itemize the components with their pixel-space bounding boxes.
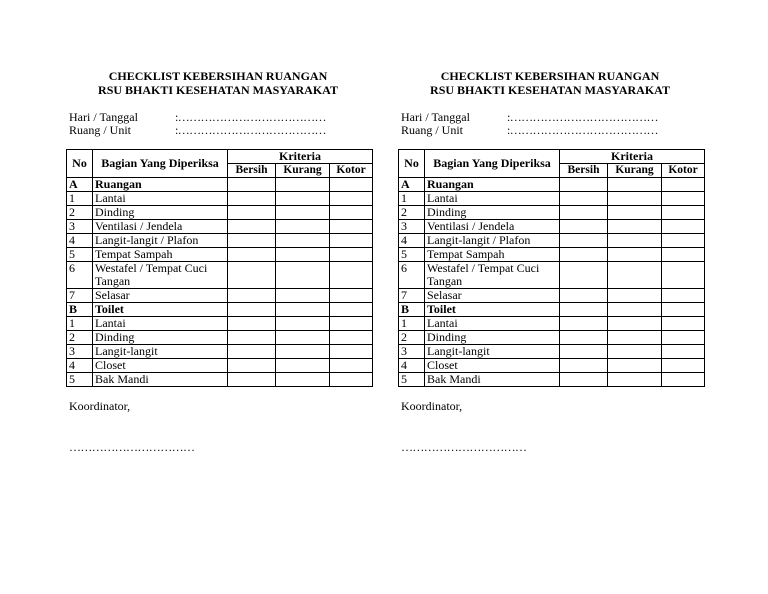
checklist-table (66, 149, 373, 387)
check-cell[interactable] (662, 373, 705, 387)
check-cell[interactable] (662, 303, 705, 317)
check-cell[interactable] (662, 206, 705, 220)
check-cell[interactable] (276, 317, 330, 331)
check-cell[interactable] (662, 331, 705, 345)
row-no: 4 (399, 359, 425, 373)
check-cell[interactable] (228, 373, 276, 387)
check-cell[interactable] (608, 262, 662, 289)
table-row (67, 317, 373, 331)
check-cell[interactable] (330, 289, 373, 303)
section-code: B (399, 303, 425, 317)
table-row (67, 248, 373, 262)
check-cell[interactable] (228, 331, 276, 345)
row-item: Langit-langit (93, 345, 228, 359)
check-cell[interactable] (608, 317, 662, 331)
date-label: Hari / Tanggal (401, 110, 470, 124)
row-no: 1 (67, 192, 93, 206)
row-item-line-2: Tangan (95, 274, 131, 288)
date-blank: :………………………………… (507, 110, 658, 124)
check-cell[interactable] (560, 331, 608, 345)
check-cell[interactable] (662, 220, 705, 234)
row-item: Ventilasi / Jendela (425, 220, 560, 234)
check-cell[interactable] (228, 359, 276, 373)
check-cell[interactable] (330, 178, 373, 192)
header-criteria: Kriteria (560, 150, 705, 164)
header-kurang: Kurang (608, 164, 662, 178)
header-bersih: Bersih (228, 164, 276, 178)
check-cell[interactable] (330, 262, 373, 289)
check-cell[interactable] (560, 373, 608, 387)
check-cell[interactable] (276, 220, 330, 234)
row-item: Tempat Sampah (425, 248, 560, 262)
check-cell[interactable] (276, 373, 330, 387)
header-criteria: Kriteria (228, 150, 373, 164)
form-title (66, 69, 370, 97)
header-kotor: Kotor (662, 164, 705, 178)
section-a-row (67, 178, 373, 192)
table-row (399, 220, 705, 234)
unit-blank: :………………………………… (507, 123, 658, 137)
table-row (399, 192, 705, 206)
check-cell[interactable] (228, 289, 276, 303)
check-cell[interactable] (330, 359, 373, 373)
check-cell[interactable] (228, 206, 276, 220)
row-no: 5 (67, 248, 93, 262)
row-no: 3 (67, 220, 93, 234)
check-cell[interactable] (560, 303, 608, 317)
row-item: Selasar (93, 289, 228, 303)
check-cell[interactable] (330, 234, 373, 248)
check-cell[interactable] (608, 234, 662, 248)
check-cell[interactable] (276, 303, 330, 317)
check-cell[interactable] (276, 345, 330, 359)
row-item: Lantai (93, 317, 228, 331)
row-item: Langit-langit (425, 345, 560, 359)
section-name: Ruangan (425, 178, 560, 192)
check-cell[interactable] (608, 248, 662, 262)
row-item: Lantai (425, 317, 560, 331)
header-item: Bagian Yang Diperiksa (425, 150, 560, 178)
table-row (399, 206, 705, 220)
section-b-row (67, 303, 373, 317)
row-item (93, 262, 228, 289)
check-cell[interactable] (330, 192, 373, 206)
section-name: Ruangan (93, 178, 228, 192)
check-cell[interactable] (608, 359, 662, 373)
row-no: 1 (399, 317, 425, 331)
row-item-line-1: Westafel / Tempat Cuci (427, 261, 540, 275)
check-cell[interactable] (276, 359, 330, 373)
header-kotor: Kotor (330, 164, 373, 178)
row-item: Ventilasi / Jendela (93, 220, 228, 234)
check-cell[interactable] (662, 289, 705, 303)
row-no: 5 (399, 373, 425, 387)
check-cell[interactable] (330, 373, 373, 387)
row-no: 2 (67, 331, 93, 345)
row-no: 4 (67, 234, 93, 248)
row-item-line-2: Tangan (427, 274, 463, 288)
check-cell[interactable] (228, 192, 276, 206)
section-code: A (67, 178, 93, 192)
table-row (67, 359, 373, 373)
check-cell[interactable] (560, 206, 608, 220)
check-cell[interactable] (276, 206, 330, 220)
row-item: Selasar (425, 289, 560, 303)
table-row (67, 345, 373, 359)
table-row (67, 373, 373, 387)
check-cell[interactable] (608, 220, 662, 234)
title-line-1: CHECKLIST KEBERSIHAN RUANGAN (440, 69, 660, 83)
row-item: Closet (425, 359, 560, 373)
table-row (67, 289, 373, 303)
check-cell[interactable] (228, 262, 276, 289)
row-no: 3 (67, 345, 93, 359)
check-cell[interactable] (608, 331, 662, 345)
coordinator-label: Koordinator, (401, 399, 463, 413)
checklist-table (398, 149, 705, 387)
check-cell[interactable] (560, 262, 608, 289)
check-cell[interactable] (662, 317, 705, 331)
table-row (67, 331, 373, 345)
row-item: Lantai (93, 192, 228, 206)
check-cell[interactable] (228, 220, 276, 234)
check-cell[interactable] (560, 289, 608, 303)
title-line-1: CHECKLIST KEBERSIHAN RUANGAN (108, 69, 328, 83)
row-item: Dinding (93, 206, 228, 220)
row-no: 1 (399, 192, 425, 206)
check-cell[interactable] (276, 262, 330, 289)
table-row (399, 359, 705, 373)
table-row (399, 317, 705, 331)
table-row (399, 373, 705, 387)
section-b-row (399, 303, 705, 317)
check-cell[interactable] (276, 178, 330, 192)
check-cell[interactable] (662, 359, 705, 373)
check-cell[interactable] (330, 206, 373, 220)
check-cell[interactable] (330, 331, 373, 345)
check-cell[interactable] (560, 317, 608, 331)
row-no: 3 (399, 220, 425, 234)
row-item: Closet (93, 359, 228, 373)
header-kurang: Kurang (276, 164, 330, 178)
header-bersih: Bersih (560, 164, 608, 178)
check-cell[interactable] (662, 178, 705, 192)
check-cell[interactable] (608, 178, 662, 192)
check-cell[interactable] (608, 192, 662, 206)
check-cell[interactable] (276, 192, 330, 206)
row-item: Dinding (93, 331, 228, 345)
table-row (67, 220, 373, 234)
table-row (399, 248, 705, 262)
header-item: Bagian Yang Diperiksa (93, 150, 228, 178)
row-item-line-1: Westafel / Tempat Cuci (95, 261, 208, 275)
unit-blank: :………………………………… (175, 123, 326, 137)
row-item: Tempat Sampah (93, 248, 228, 262)
table-row (399, 331, 705, 345)
check-cell[interactable] (662, 262, 705, 289)
check-cell[interactable] (560, 345, 608, 359)
check-cell[interactable] (330, 345, 373, 359)
row-item: Dinding (425, 206, 560, 220)
row-no: 6 (67, 262, 93, 289)
table-row (67, 234, 373, 248)
check-cell[interactable] (276, 234, 330, 248)
section-a-row (399, 178, 705, 192)
table-row (399, 345, 705, 359)
check-cell[interactable] (608, 289, 662, 303)
row-item: Bak Mandi (93, 373, 228, 387)
check-cell[interactable] (560, 220, 608, 234)
check-cell[interactable] (228, 317, 276, 331)
row-item: Bak Mandi (425, 373, 560, 387)
row-no: 3 (399, 345, 425, 359)
check-cell[interactable] (608, 373, 662, 387)
header-row (399, 150, 705, 164)
check-cell[interactable] (662, 192, 705, 206)
check-cell[interactable] (330, 317, 373, 331)
row-no: 6 (399, 262, 425, 289)
check-cell[interactable] (276, 289, 330, 303)
check-cell[interactable] (228, 345, 276, 359)
section-name: Toilet (425, 303, 560, 317)
row-no: 5 (399, 248, 425, 262)
table-row (399, 262, 705, 289)
row-no: 4 (399, 234, 425, 248)
row-item: Langit-langit / Plafon (93, 234, 228, 248)
row-no: 2 (67, 206, 93, 220)
row-item: Lantai (425, 192, 560, 206)
check-cell[interactable] (330, 303, 373, 317)
form-title (398, 69, 702, 97)
section-code: A (399, 178, 425, 192)
check-cell[interactable] (330, 248, 373, 262)
table-row (67, 262, 373, 289)
check-cell[interactable] (560, 248, 608, 262)
title-line-2: RSU BHAKTI KESEHATAN MASYARAKAT (430, 83, 670, 97)
date-blank: :………………………………… (175, 110, 326, 124)
check-cell[interactable] (228, 234, 276, 248)
row-no: 7 (67, 289, 93, 303)
table-row (399, 234, 705, 248)
row-no: 7 (399, 289, 425, 303)
section-name: Toilet (93, 303, 228, 317)
signature-line: …………………………… (401, 440, 527, 454)
check-cell[interactable] (662, 248, 705, 262)
check-cell[interactable] (662, 345, 705, 359)
signature-line: …………………………… (69, 440, 195, 454)
section-code: B (67, 303, 93, 317)
row-item: Dinding (425, 331, 560, 345)
row-item: Langit-langit / Plafon (425, 234, 560, 248)
table-row (67, 206, 373, 220)
row-no: 5 (67, 373, 93, 387)
check-cell[interactable] (608, 303, 662, 317)
unit-label: Ruang / Unit (69, 123, 131, 137)
row-no: 2 (399, 331, 425, 345)
check-cell[interactable] (228, 248, 276, 262)
row-no: 2 (399, 206, 425, 220)
header-no: No (67, 150, 93, 178)
check-cell[interactable] (560, 234, 608, 248)
title-line-2: RSU BHAKTI KESEHATAN MASYARAKAT (98, 83, 338, 97)
table-row (399, 289, 705, 303)
check-cell[interactable] (228, 178, 276, 192)
check-cell[interactable] (608, 206, 662, 220)
check-cell[interactable] (228, 303, 276, 317)
check-cell[interactable] (276, 248, 330, 262)
row-no: 4 (67, 359, 93, 373)
coordinator-label: Koordinator, (69, 399, 131, 413)
check-cell[interactable] (276, 331, 330, 345)
check-cell[interactable] (560, 192, 608, 206)
header-no: No (399, 150, 425, 178)
check-cell[interactable] (330, 220, 373, 234)
check-cell[interactable] (560, 178, 608, 192)
check-cell[interactable] (560, 359, 608, 373)
unit-label: Ruang / Unit (401, 123, 463, 137)
check-cell[interactable] (608, 345, 662, 359)
date-label: Hari / Tanggal (69, 110, 138, 124)
row-no: 1 (67, 317, 93, 331)
check-cell[interactable] (662, 234, 705, 248)
table-row (67, 192, 373, 206)
row-item (425, 262, 560, 289)
header-row (67, 150, 373, 164)
